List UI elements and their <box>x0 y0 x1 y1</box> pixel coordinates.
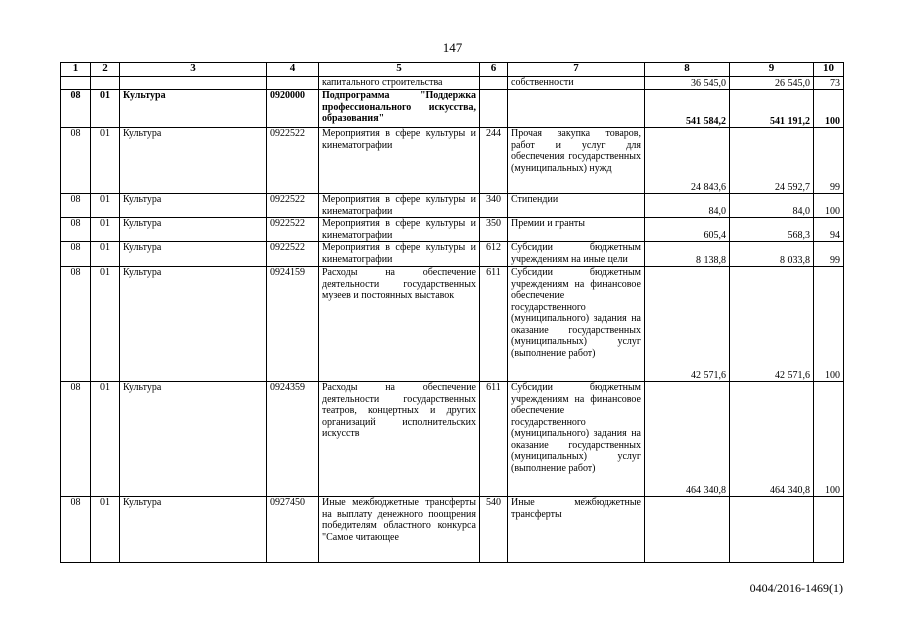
cell-target-name: Мероприятия в сфере культуры и кинематографии <box>319 194 480 218</box>
cell-planned: 8 138,8 <box>645 242 730 267</box>
column-header-6: 6 <box>480 63 508 77</box>
cell-subsection: 01 <box>91 194 120 218</box>
cell-section: 08 <box>61 218 91 242</box>
page-number: 147 <box>442 40 463 55</box>
cell-section-name: Культура <box>120 218 267 242</box>
cell-section-name: Культура <box>120 267 267 382</box>
table-row <box>61 267 844 382</box>
cell-section: 08 <box>61 267 91 382</box>
table-row <box>61 497 844 563</box>
cell-percent: 100 <box>814 90 844 128</box>
cell-executed: 8 033,8 <box>730 242 814 267</box>
column-header-1: 1 <box>61 63 91 77</box>
cell-target-name: Мероприятия в сфере культуры и кинематографии <box>319 242 480 267</box>
cell-expense-name: Субсидии бюджетным учреждениям на иные цели <box>508 242 645 267</box>
table-row <box>61 194 844 218</box>
cell-expense-name: Субсидии бюджетным учреждениям на финансовое обеспечение государственного (муниципального) задания на оказание государственных (муниципальных) услуг (выполнение работ) <box>508 382 645 497</box>
cell-expense-code: 340 <box>480 194 508 218</box>
cell-expense-code: 611 <box>480 382 508 497</box>
cell-subsection: 01 <box>91 267 120 382</box>
cell-executed: 541 191,2 <box>730 90 814 128</box>
cell-planned: 36 545,0 <box>645 77 730 90</box>
cell-planned: 24 843,6 <box>645 128 730 194</box>
cell-section: 08 <box>61 382 91 497</box>
column-header-7: 7 <box>508 63 645 77</box>
cell-percent: 94 <box>814 218 844 242</box>
column-header-3: 3 <box>120 63 267 77</box>
cell-section-name: Культура <box>120 382 267 497</box>
cell-expense-code <box>480 90 508 128</box>
table-row <box>61 218 844 242</box>
cell-target-code: 0922522 <box>267 128 319 194</box>
cell-target-code <box>267 77 319 90</box>
column-header-5: 5 <box>319 63 480 77</box>
column-header-9: 9 <box>730 63 814 77</box>
cell-executed: 568,3 <box>730 218 814 242</box>
cell-planned: 605,4 <box>645 218 730 242</box>
document-code: 0404/2016-1469(1) <box>749 581 843 595</box>
table-row <box>61 382 844 497</box>
cell-target-code: 0927450 <box>267 497 319 563</box>
cell-expense-code: 611 <box>480 267 508 382</box>
cell-executed: 84,0 <box>730 194 814 218</box>
cell-target-code: 0924159 <box>267 267 319 382</box>
cell-percent: 73 <box>814 77 844 90</box>
table-row <box>61 77 844 90</box>
cell-subsection: 01 <box>91 497 120 563</box>
cell-section-name: Культура <box>120 128 267 194</box>
cell-section-name: Культура <box>120 194 267 218</box>
cell-target-name: Мероприятия в сфере культуры и кинематографии <box>319 128 480 194</box>
cell-expense-name: Иные межбюджетные трансферты <box>508 497 645 563</box>
cell-expense-name: Премии и гранты <box>508 218 645 242</box>
cell-section: 08 <box>61 497 91 563</box>
cell-expense-name: Субсидии бюджетным учреждениям на финансовое обеспечение государственного (муниципального) задания на оказание государственных (муниципальных) услуг (выполнение работ) <box>508 267 645 382</box>
cell-planned: 84,0 <box>645 194 730 218</box>
cell-subsection <box>91 77 120 90</box>
cell-target-code: 0920000 <box>267 90 319 128</box>
budget-table <box>60 62 844 563</box>
cell-expense-code: 612 <box>480 242 508 267</box>
cell-executed: 26 545,0 <box>730 77 814 90</box>
cell-planned: 464 340,8 <box>645 382 730 497</box>
cell-section: 08 <box>61 194 91 218</box>
cell-percent <box>814 497 844 563</box>
column-header-10: 10 <box>814 63 844 77</box>
cell-planned: 42 571,6 <box>645 267 730 382</box>
table-row <box>61 128 844 194</box>
column-header-2: 2 <box>91 63 120 77</box>
table-row <box>61 242 844 267</box>
cell-target-name: Подпрограмма "Поддержка профессионального искусства, образования" <box>319 90 480 128</box>
cell-target-code: 0922522 <box>267 218 319 242</box>
cell-percent: 100 <box>814 194 844 218</box>
cell-subsection: 01 <box>91 218 120 242</box>
cell-section-name: Культура <box>120 90 267 128</box>
cell-subsection: 01 <box>91 242 120 267</box>
cell-expense-name: Стипендии <box>508 194 645 218</box>
cell-planned <box>645 497 730 563</box>
cell-expense-code: 540 <box>480 497 508 563</box>
cell-percent: 100 <box>814 267 844 382</box>
cell-expense-name: собственности <box>508 77 645 90</box>
cell-subsection: 01 <box>91 128 120 194</box>
cell-target-name: капитального строительства <box>319 77 480 90</box>
cell-executed: 42 571,6 <box>730 267 814 382</box>
header-row <box>61 63 844 77</box>
cell-target-name: Расходы на обеспечение деятельности государственных музеев и постоянных выставок <box>319 267 480 382</box>
cell-section-name <box>120 77 267 90</box>
cell-subsection: 01 <box>91 90 120 128</box>
cell-section-name: Культура <box>120 242 267 267</box>
cell-target-code: 0924359 <box>267 382 319 497</box>
cell-planned: 541 584,2 <box>645 90 730 128</box>
cell-subsection: 01 <box>91 382 120 497</box>
cell-target-name: Расходы на обеспечение деятельности государственных театров, концертных и других организаций исполнительских искусств <box>319 382 480 497</box>
cell-section <box>61 77 91 90</box>
cell-percent: 99 <box>814 128 844 194</box>
cell-expense-code <box>480 77 508 90</box>
cell-executed: 24 592,7 <box>730 128 814 194</box>
cell-target-name: Мероприятия в сфере культуры и кинематографии <box>319 218 480 242</box>
cell-executed: 464 340,8 <box>730 382 814 497</box>
cell-section-name: Культура <box>120 497 267 563</box>
cell-section: 08 <box>61 90 91 128</box>
cell-expense-name <box>508 90 645 128</box>
cell-section: 08 <box>61 128 91 194</box>
cell-section: 08 <box>61 242 91 267</box>
cell-target-code: 0922522 <box>267 194 319 218</box>
cell-executed <box>730 497 814 563</box>
cell-expense-name: Прочая закупка товаров, работ и услуг для обеспечения государственных (муниципальных) нужд <box>508 128 645 194</box>
column-header-4: 4 <box>267 63 319 77</box>
cell-expense-code: 244 <box>480 128 508 194</box>
cell-expense-code: 350 <box>480 218 508 242</box>
cell-target-code: 0922522 <box>267 242 319 267</box>
cell-target-name: Иные межбюджетные трансферты на выплату денежного поощрения победителям областного конкурса "Самое читающее <box>319 497 480 563</box>
column-header-8: 8 <box>645 63 730 77</box>
cell-percent: 100 <box>814 382 844 497</box>
cell-percent: 99 <box>814 242 844 267</box>
table-row <box>61 90 844 128</box>
